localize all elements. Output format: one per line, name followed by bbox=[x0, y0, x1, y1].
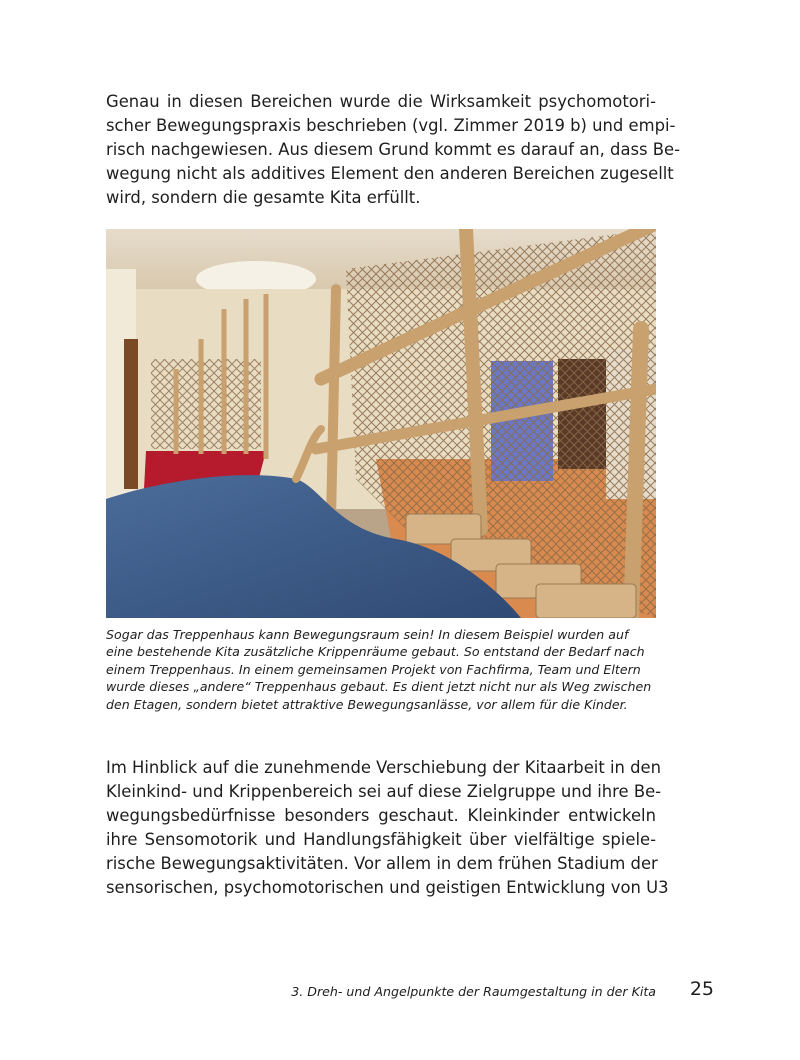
page-footer bbox=[106, 978, 714, 1008]
text-line: wird, sondern die gesamte Kita erfüllt. bbox=[106, 188, 421, 207]
photo-caption bbox=[106, 626, 666, 713]
text-line: Kleinkind- und Krippenbereich sei auf diese Zielgruppe und ihre Be- bbox=[106, 782, 662, 801]
text-line: wegungsbedürfnisse besonders geschaut. Kleinkinder entwickeln bbox=[106, 806, 656, 825]
running-footer-chapter: 3. Dreh- und Angelpunkte der Raumgestaltung in der Kita bbox=[291, 984, 656, 999]
text-line: Im Hinblick auf die zunehmende Verschiebung der Kitaarbeit in den bbox=[106, 758, 661, 777]
text-line: risch nachgewiesen. Aus diesem Grund kommt es darauf an, dass Be- bbox=[106, 140, 681, 159]
text-line: ihre Sensomotorik und Handlungsfähigkeit über vielfältige spiele- bbox=[106, 830, 656, 849]
text-line: sensorischen, psychomotorischen und geistigen Entwicklung von U3 bbox=[106, 878, 669, 897]
text-line: wegung nicht als additives Element den anderen Bereichen zugesellt bbox=[106, 164, 674, 183]
body-paragraph-1 bbox=[106, 90, 681, 210]
text-line: rische Bewegungsaktivitäten. Vor allem in dem frühen Stadium der bbox=[106, 854, 658, 873]
caption-line: wurde dieses „andere“ Treppenhaus gebaut. Es dient jetzt nicht nur als Weg zwischen bbox=[106, 679, 652, 695]
caption-line: den Etagen, sondern bietet attraktive Bewegungsanlässe, vor allem für die Kinder. bbox=[106, 696, 628, 712]
caption-line: einem Treppenhaus. In einem gemeinsamen Projekt von Fachfirma, Team und Eltern bbox=[106, 661, 641, 677]
page-number: 25 bbox=[689, 978, 714, 1000]
body-paragraph-2 bbox=[106, 756, 669, 900]
caption-line: Sogar das Treppenhaus kann Bewegungsraum sein! In diesem Beispiel wurden auf bbox=[106, 627, 629, 642]
caption-line: eine bestehende Kita zusätzliche Krippenräume gebaut. So entstand der Bedarf nach bbox=[106, 644, 645, 660]
staircase-photo bbox=[106, 229, 656, 618]
text-line: scher Bewegungspraxis beschrieben (vgl. Zimmer 2019 b) und empi- bbox=[106, 116, 676, 135]
text-line: Genau in diesen Bereichen wurde die Wirksamkeit psychomotori- bbox=[106, 92, 656, 111]
